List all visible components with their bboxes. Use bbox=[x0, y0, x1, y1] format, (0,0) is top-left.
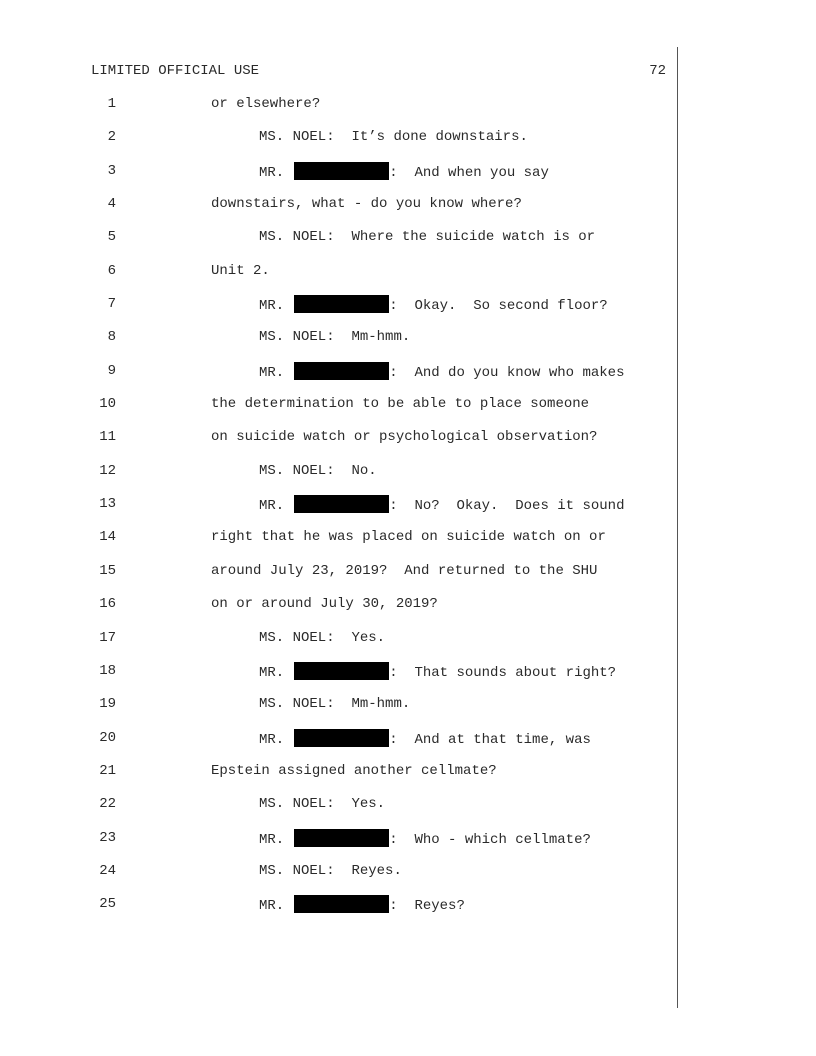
spoken-text: And when you say bbox=[414, 164, 549, 181]
transcript-line bbox=[0, 362, 700, 395]
transcript-line bbox=[0, 795, 700, 828]
spoken-text: on or around July 30, 2019? bbox=[211, 596, 438, 613]
speaker-label: MR. bbox=[259, 364, 285, 381]
line-text bbox=[259, 462, 377, 480]
line-number: 4 bbox=[107, 196, 116, 213]
transcript-line bbox=[0, 428, 700, 461]
line-number: 3 bbox=[107, 162, 116, 179]
speaker-label: MR. bbox=[259, 298, 285, 315]
transcript-body bbox=[0, 95, 700, 929]
redaction-box bbox=[294, 829, 389, 847]
redaction-box bbox=[294, 662, 389, 680]
spoken-text: Yes. bbox=[351, 796, 386, 813]
line-number: 15 bbox=[99, 562, 116, 579]
spoken-text: around July 23, 2019? And returned to the SHU bbox=[211, 562, 598, 579]
spoken-text: No. bbox=[351, 462, 377, 479]
spoken-text: downstairs, what - do you know where? bbox=[211, 196, 522, 213]
page-number: 72 bbox=[649, 63, 666, 79]
line-number: 21 bbox=[99, 762, 116, 779]
line-text bbox=[259, 695, 410, 713]
speaker-label: MS. NOEL: bbox=[259, 696, 335, 713]
line-number: 17 bbox=[99, 629, 116, 646]
line-text: MR. : And at that time, was bbox=[259, 729, 591, 749]
line-text bbox=[211, 762, 497, 780]
line-number: 18 bbox=[99, 662, 116, 679]
transcript-line bbox=[0, 662, 700, 695]
line-text bbox=[259, 228, 595, 246]
transcript-line bbox=[0, 595, 700, 628]
line-text bbox=[211, 428, 597, 446]
spoken-text: Yes. bbox=[351, 629, 386, 646]
speaker-label: MS. NOEL: bbox=[259, 629, 335, 646]
spoken-text: Mm-hmm. bbox=[351, 329, 411, 346]
spoken-text: right that he was placed on suicide watch on or bbox=[211, 529, 606, 546]
line-text: MR. : No? Okay. Does it sound bbox=[259, 495, 624, 515]
speaker-label: MR. bbox=[259, 898, 285, 915]
line-text: MR. : And do you know who makes bbox=[259, 362, 624, 382]
spoken-text: Where the suicide watch is or bbox=[351, 229, 596, 246]
spoken-text: Reyes. bbox=[351, 862, 402, 879]
transcript-line bbox=[0, 895, 700, 928]
transcript-line bbox=[0, 462, 700, 495]
line-number: 25 bbox=[99, 896, 116, 913]
spoken-text: on suicide watch or psychological observation? bbox=[211, 429, 598, 446]
line-number: 11 bbox=[99, 429, 116, 446]
transcript-line bbox=[0, 829, 700, 862]
spoken-text: Okay. So second floor? bbox=[414, 298, 608, 315]
line-text: MR. : Okay. So second floor? bbox=[259, 295, 608, 315]
line-number: 19 bbox=[99, 696, 116, 713]
speaker-label: MR. bbox=[259, 498, 285, 515]
redaction-box bbox=[294, 729, 389, 747]
line-number: 2 bbox=[107, 129, 116, 146]
transcript-line bbox=[0, 762, 700, 795]
transcript-line bbox=[0, 629, 700, 662]
line-text bbox=[211, 562, 597, 580]
line-text: MR. : That sounds about right? bbox=[259, 662, 616, 682]
line-text: MR. : Who - which cellmate? bbox=[259, 829, 591, 849]
transcript-line bbox=[0, 495, 700, 528]
line-number: 10 bbox=[99, 396, 116, 413]
spoken-text: Who - which cellmate? bbox=[414, 831, 591, 848]
line-number: 5 bbox=[107, 229, 116, 246]
line-text: MR. : Reyes? bbox=[259, 895, 465, 915]
redaction-box bbox=[294, 362, 389, 380]
line-number: 24 bbox=[99, 862, 116, 879]
line-text bbox=[259, 328, 410, 346]
transcript-line bbox=[0, 328, 700, 361]
line-text bbox=[211, 528, 606, 546]
transcript-line bbox=[0, 262, 700, 295]
spoken-text: or elsewhere? bbox=[211, 96, 321, 112]
spoken-text: Unit 2. bbox=[211, 262, 270, 279]
speaker-label: MS. NOEL: bbox=[259, 229, 335, 246]
spoken-text: Epstein assigned another cellmate? bbox=[211, 762, 497, 779]
redaction-box bbox=[294, 295, 389, 313]
transcript-line bbox=[0, 95, 700, 128]
transcript-line bbox=[0, 162, 700, 195]
speaker-label: MR. bbox=[259, 831, 285, 848]
line-number: 9 bbox=[107, 362, 116, 379]
line-number: 23 bbox=[99, 829, 116, 846]
classification-header: LIMITED OFFICIAL USE bbox=[91, 63, 260, 79]
transcript-line bbox=[0, 695, 700, 728]
line-number: 20 bbox=[99, 729, 116, 746]
line-text bbox=[211, 262, 270, 280]
speaker-label: MS. NOEL: bbox=[259, 329, 335, 346]
transcript-line bbox=[0, 195, 700, 228]
line-number: 22 bbox=[99, 796, 116, 813]
line-number: 1 bbox=[107, 96, 116, 112]
redaction-box bbox=[294, 162, 389, 180]
line-number: 16 bbox=[99, 596, 116, 613]
speaker-label: MS. NOEL: bbox=[259, 796, 335, 813]
line-number: 6 bbox=[107, 262, 116, 279]
line-text bbox=[259, 128, 528, 146]
line-text bbox=[259, 862, 402, 880]
transcript-line bbox=[0, 228, 700, 261]
spoken-text: Reyes? bbox=[414, 898, 465, 915]
transcript-line bbox=[0, 729, 700, 762]
line-text bbox=[259, 629, 385, 647]
line-text bbox=[211, 195, 522, 213]
spoken-text: And at that time, was bbox=[414, 731, 591, 748]
line-text bbox=[211, 395, 589, 413]
transcript-line bbox=[0, 862, 700, 895]
spoken-text: Mm-hmm. bbox=[351, 696, 411, 713]
transcript-line bbox=[0, 395, 700, 428]
line-number: 7 bbox=[107, 296, 116, 313]
spoken-text: It’s done downstairs. bbox=[351, 129, 528, 146]
transcript-line bbox=[0, 528, 700, 561]
line-text bbox=[211, 595, 438, 613]
line-text: MR. : And when you say bbox=[259, 162, 549, 182]
speaker-label: MR. bbox=[259, 731, 285, 748]
redaction-box bbox=[294, 895, 389, 913]
line-text bbox=[259, 795, 385, 813]
spoken-text: And do you know who makes bbox=[414, 364, 625, 381]
line-number: 12 bbox=[99, 462, 116, 479]
line-number: 14 bbox=[99, 529, 116, 546]
line-text bbox=[211, 95, 320, 113]
line-number: 8 bbox=[107, 329, 116, 346]
speaker-label: MR. bbox=[259, 164, 285, 181]
redaction-box bbox=[294, 495, 389, 513]
line-number: 13 bbox=[99, 496, 116, 513]
spoken-text: the determination to be able to place someone bbox=[211, 396, 590, 413]
transcript-line bbox=[0, 128, 700, 161]
speaker-label: MS. NOEL: bbox=[259, 129, 335, 146]
speaker-label: MS. NOEL: bbox=[259, 462, 335, 479]
speaker-label: MR. bbox=[259, 664, 285, 681]
spoken-text: That sounds about right? bbox=[414, 664, 617, 681]
speaker-label: MS. NOEL: bbox=[259, 862, 335, 879]
spoken-text: No? Okay. Does it sound bbox=[414, 498, 625, 515]
transcript-line bbox=[0, 295, 700, 328]
transcript-line bbox=[0, 562, 700, 595]
